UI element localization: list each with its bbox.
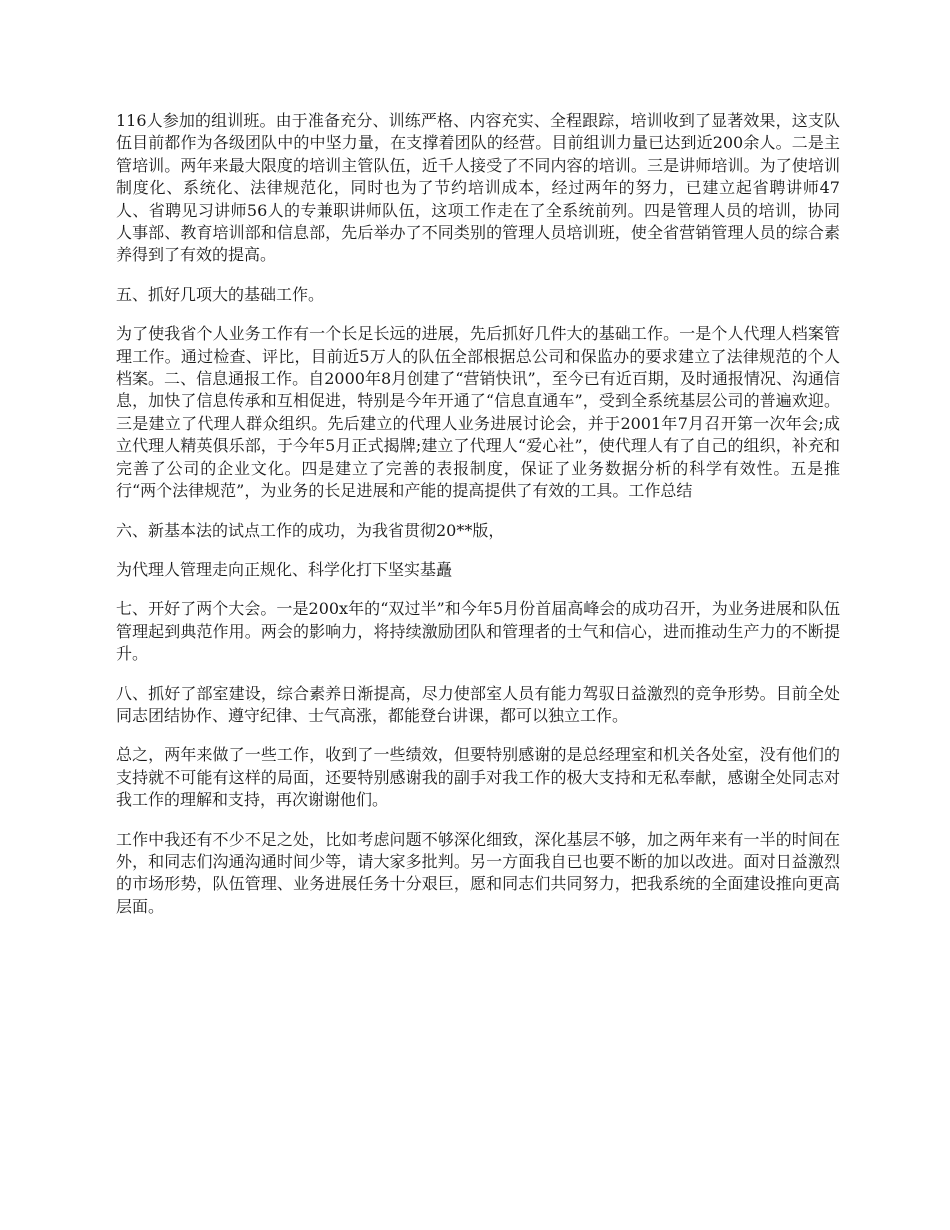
paragraph-foundation-work: 为了使我省个人业务工作有一个长足长远的进展，先后抓好几件大的基础工作。一是个人代理人档案管理工作。通过检查、评比，目前近5万人的队伍全部根据总公司和保监办的要求建立了法律规范的个人档案。二、信息通报工作。自2000年8月创建了“营销快讯”，至今已有近百期，及时通报情况、沟通信息，加快了信息传承和互相促进，特别是今年开通了“信息直通车”，受到全系统基层公司的普遍欢迎。三是建立了代理人群众组织。先后建立的代理人业务进展讨论会，并于2001年7月召开第一次年会;成立代理人精英俱乐部，于今年5月正式揭牌;建立了代理人“爱心社”，使代理人有了自己的组织，补充和完善了公司的企业文化。四是建立了完善的表报制度，保证了业务数据分析的科学有效性。五是推行“两个法律规范”，为业务的长足进展和产能的提高提供了有效的工具。工作总结 bbox=[116, 324, 840, 501]
paragraph-conclusion: 总之，两年来做了一些工作，收到了一些绩效，但要特别感谢的是总经理室和机关各处室，没有他们的支持就不可能有这样的局面，还要特别感谢我的副手对我工作的极大支持和无私奉献，感谢全处同志对我工作的理解和支持，再次谢谢他们。 bbox=[116, 745, 840, 810]
document-body bbox=[116, 110, 840, 935]
section-heading-6: 六、新基本法的试点工作的成功，为我省贯彻20**版， bbox=[116, 520, 505, 540]
section-heading-8: 八、抓好了部室建设，综合素养日渐提高，尽力使部室人员有能力驾驭日益激烈的竞争形势。目前全处同志团结协作、遵守纪律、士气高涨，都能登台讲课，都可以独立工作。 bbox=[116, 683, 840, 725]
paragraph-shortcomings: 工作中我还有不少不足之处，比如考虑问题不够深化细致，深化基层不够，加之两年来有一半的时间在外，和同志们沟通沟通时间少等，请大家多批判。另一方面我自已也要不断的加以改进。面对日益激烈的市场形势，队伍管理、业务进展任务十分艰巨，愿和同志们共同努力，把我系统的全面建设推向更高层面。 bbox=[116, 829, 840, 916]
paragraph-training-summary: 116人参加的组训班。由于准备充分、训练严格、内容充实、全程跟踪，培训收到了显著效果，这支队伍目前都作为各级团队中的中坚力量，在支撑着团队的经营。目前组训力量已达到近200余人。二是主管培训。两年来最大限度的培训主管队伍，近千人接受了不同内容的培训。三是讲师培训。为了使培训制度化、系统化、法律规范化，同时也为了节约培训成本，经过两年的努力，已建立起省聘讲师47人、省聘见习讲师56人的专兼职讲师队伍，这项工作走在了全系统前列。四是管理人员的培训，协同人事部、教育培训部和信息部，先后举办了不同类别的管理人员培训班，使全省营销管理人员的综合素养得到了有效的提高。 bbox=[116, 111, 840, 265]
paragraph-foundation-line: 为代理人管理走向正规化、科学化打下坚实基矗 bbox=[116, 559, 453, 579]
section-heading-7: 七、开好了两个大会。一是200x年的“双过半”和今年5月份首届高峰会的成功召开，为业务进展和队伍管理起到典范作用。两会的影响力，将持续激励团队和管理者的士气和信心，进而推动生产力的不断提升。 bbox=[116, 599, 840, 664]
section-heading-5: 五、抓好几项大的基础工作。 bbox=[116, 284, 325, 304]
